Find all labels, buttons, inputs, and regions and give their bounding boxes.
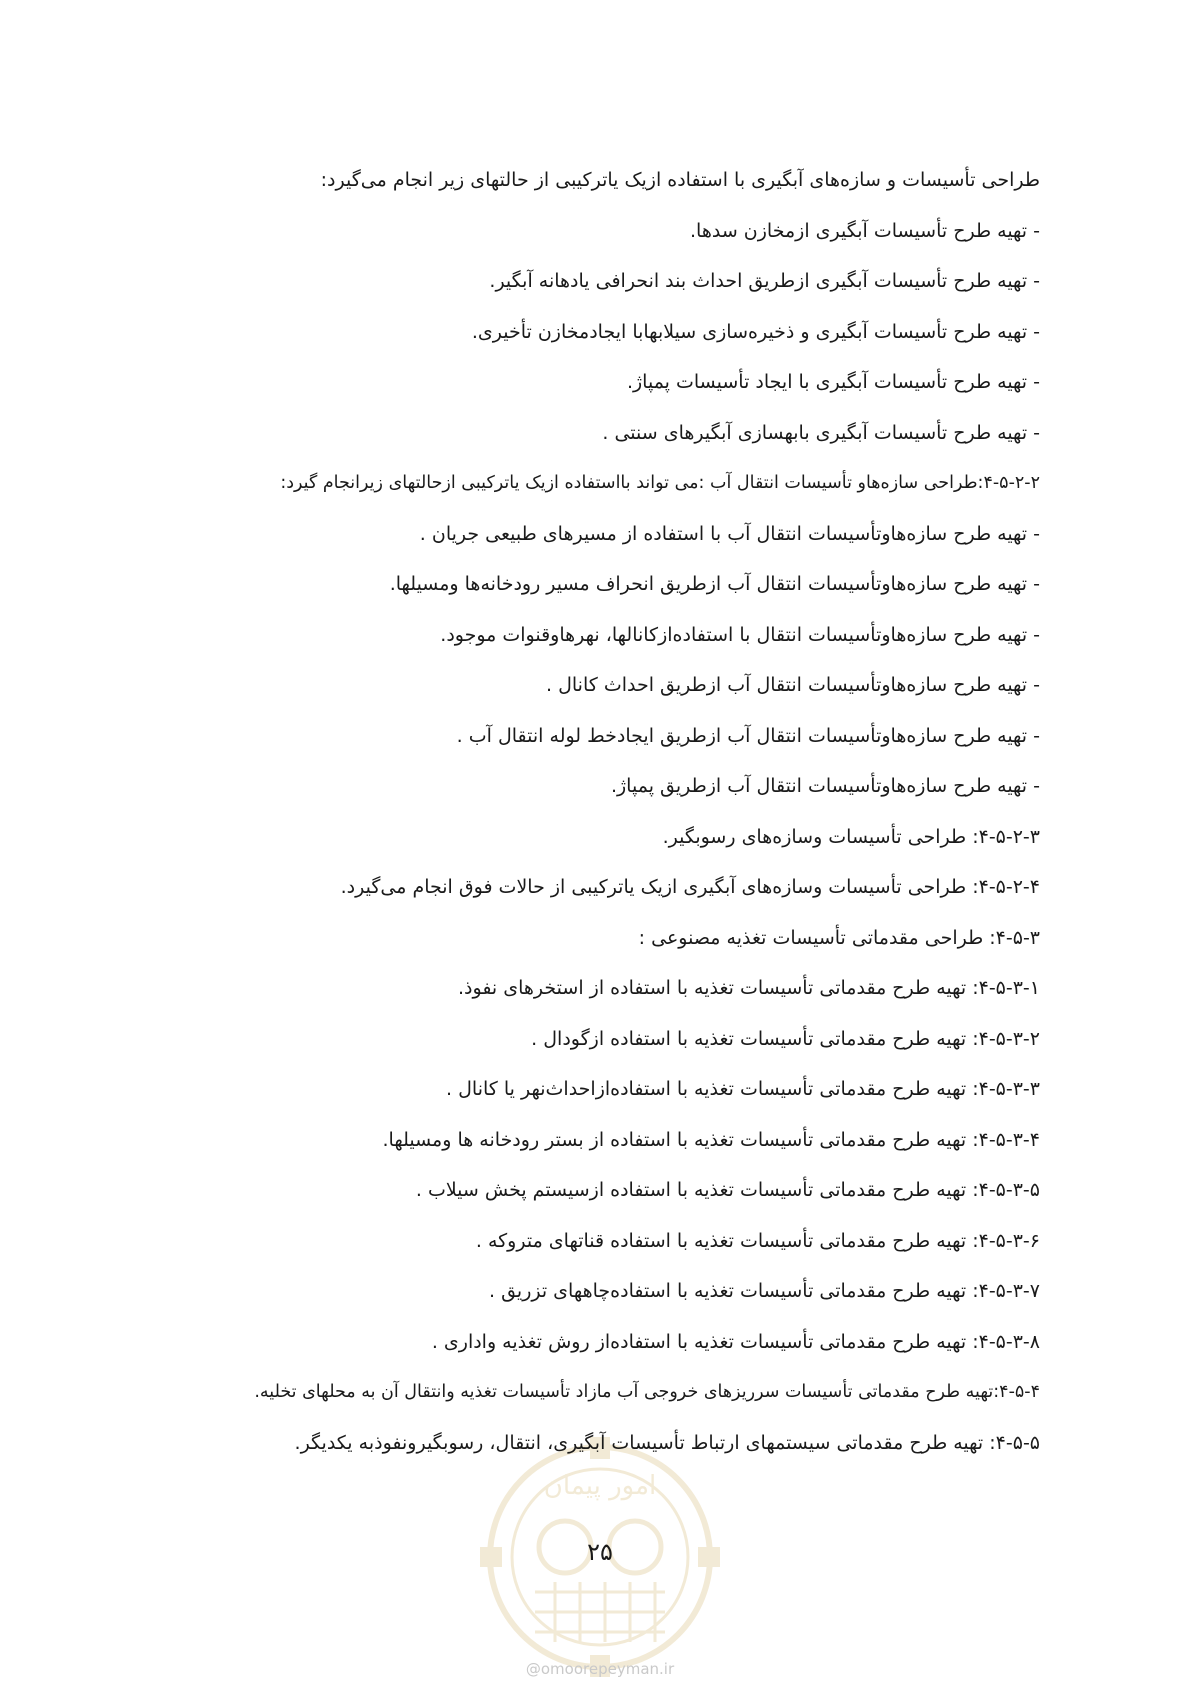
list-item: - تهیه طرح سازه‌هاوتأسیسات انتقال با استفاده‌ازکانالها، نهرهاوقنوات موجود. bbox=[440, 623, 1040, 646]
section-item: ۴-۵-۳-۶: تهیه طرح مقدماتی تأسیسات تغذیه با استفاده قناتهای متروکه . bbox=[475, 1229, 1040, 1252]
watermark-text: امور پیمان bbox=[543, 1471, 657, 1501]
list-item: - تهیه طرح سازه‌هاوتأسیسات انتقال آب ازطریق انحراف مسیر رودخانه‌ها ومسیلها. bbox=[389, 573, 1040, 595]
section-heading: ۴-۵-۴:تهیه طرح مقدماتی تأسیسات سرریزهای خروجی آب مازاد تأسیسات تغذیه وانتقال آن به محلهای تخلیه. bbox=[254, 1382, 1040, 1402]
list-item: - تهیه طرح تأسیسات آبگیری و ذخیره‌سازی سیلابهابا ایجادمخازن تأخیری. bbox=[471, 320, 1040, 343]
section-item: ۴-۵-۳-۲: تهیه طرح مقدماتی تأسیسات تغذیه با استفاده ازگودال . bbox=[531, 1027, 1040, 1050]
section-item: ۴-۵-۳-۸: تهیه طرح مقدماتی تأسیسات تغذیه با استفاده‌از روش تغذیه واداری . bbox=[431, 1330, 1040, 1353]
list-item: - تهیه طرح تأسیسات آبگیری ازطریق احداث بند انحرافی یادهانه آبگیر. bbox=[489, 270, 1040, 292]
list-item: - تهیه طرح تأسیسات آبگیری بابهسازی آبگیرهای سنتی . bbox=[602, 421, 1040, 444]
section-heading: ۴-۵-۲-۴: طراحی تأسیسات وسازه‌های آبگیری ازیک یاترکیبی از حالات فوق انجام می‌گیرد. bbox=[340, 876, 1040, 898]
list-item: - تهیه طرح سازه‌هاوتأسیسات انتقال آب ازطریق پمپاژ. bbox=[610, 775, 1040, 797]
intro-line: طراحی تأسیسات و سازه‌های آبگیری با استفاده ازیک یاترکیبی از حالتهای زیر انجام می‌گیرد: bbox=[320, 169, 1040, 191]
page-number: ۲۵ bbox=[587, 1538, 613, 1566]
section-heading: ۴-۵-۲-۳: طراحی تأسیسات وسازه‌های رسوبگیر. bbox=[662, 825, 1040, 848]
list-item: - تهیه طرح تأسیسات آبگیری ازمخازن سدها. bbox=[690, 219, 1040, 242]
section-heading: ۴-۵-۵: تهیه طرح مقدماتی سیستمهای ارتباط تأسیسات آبگیری، انتقال، رسوبگیرونفوذبه یکدیگر. bbox=[294, 1431, 1040, 1454]
list-item: - تهیه طرح سازه‌هاوتأسیسات انتقال آب ازطریق ایجادخط لوله انتقال آب . bbox=[456, 724, 1040, 747]
section-heading: ۴-۵-۲-۲:طراحی سازه‌هاو تأسیسات انتقال آب :می تواند بااستفاده ازیک یاترکیبی ازحالتهای زیرانجام گیرد: bbox=[280, 473, 1040, 493]
section-item: ۴-۵-۳-۵: تهیه طرح مقدماتی تأسیسات تغذیه با استفاده ازسیستم پخش سیلاب . bbox=[415, 1179, 1040, 1201]
section-item: ۴-۵-۳-۳: تهیه طرح مقدماتی تأسیسات تغذیه با استفاده‌ازاحداث‌نهر یا کانال . bbox=[446, 1078, 1040, 1100]
site-credit: @omoorepeyman.ir bbox=[525, 1660, 675, 1678]
list-item: - تهیه طرح سازه‌هاوتأسیسات انتقال آب ازطریق احداث کانال . bbox=[545, 674, 1040, 696]
section-item: ۴-۵-۳-۷: تهیه طرح مقدماتی تأسیسات تغذیه با استفاده‌چاههای تزریق . bbox=[488, 1280, 1040, 1302]
section-item: ۴-۵-۳-۱: تهیه طرح مقدماتی تأسیسات تغذیه با استفاده از استخرهای نفوذ. bbox=[458, 977, 1040, 999]
list-item: - تهیه طرح تأسیسات آبگیری با ایجاد تأسیسات پمپاژ. bbox=[626, 371, 1040, 393]
section-heading: ۴-۵-۳: طراحی مقدماتی تأسیسات تغذیه مصنوعی : bbox=[638, 926, 1040, 949]
list-item: - تهیه طرح سازه‌هاوتأسیسات انتقال آب با استفاده از مسیرهای طبیعی جریان . bbox=[419, 522, 1040, 545]
body-text bbox=[140, 155, 1040, 1468]
section-item: ۴-۵-۳-۴: تهیه طرح مقدماتی تأسیسات تغذیه با استفاده از بستر رودخانه ها ومسیلها. bbox=[382, 1128, 1040, 1151]
